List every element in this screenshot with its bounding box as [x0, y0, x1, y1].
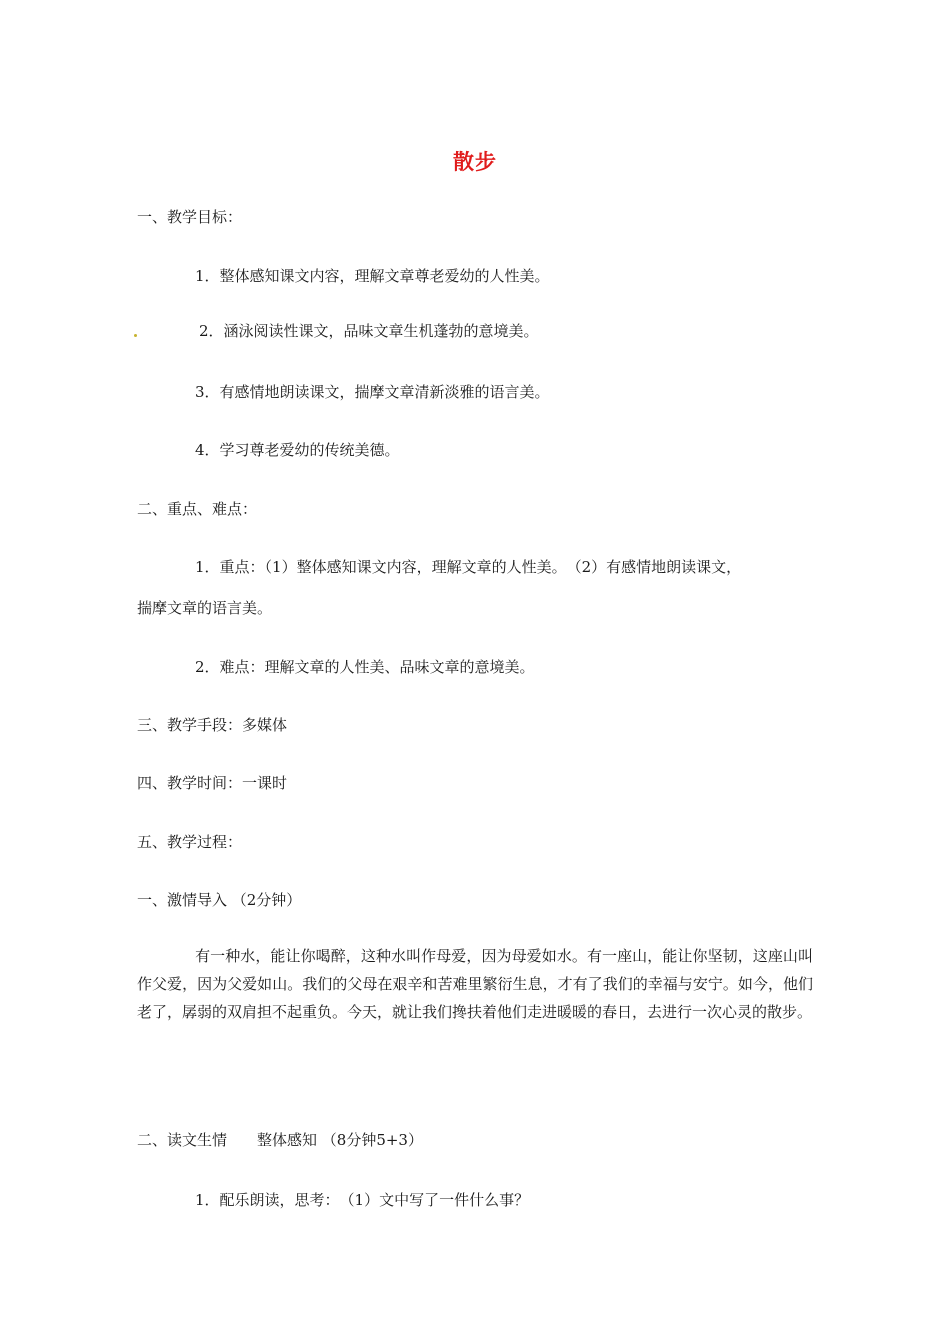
objective-item: 4．学习尊老爱幼的传统美德。: [195, 441, 400, 459]
key-point-item: 1．重点：（1）整体感知课文内容，理解文章的人性美。 （2）有感情地朗读课文，: [195, 558, 742, 576]
key-point-item-continuation: 揣摩文章的语言美。: [137, 599, 273, 617]
section-heading-process: 五、教学过程：: [137, 833, 243, 851]
document-title: 散步: [453, 150, 497, 174]
section-heading-key-points: 二、重点、难点：: [137, 500, 258, 518]
process-step-heading: 二、读文生情 整体感知 （8分钟5+3）: [137, 1131, 423, 1149]
section-heading-objectives: 一、教学目标：: [137, 208, 243, 226]
objective-item: 3．有感情地朗读课文，揣摩文章清新淡雅的语言美。: [195, 383, 550, 401]
process-step-heading: 一、激情导入 （2分钟）: [137, 891, 302, 909]
section-heading-means: 三、教学手段：多媒体: [137, 716, 288, 734]
speck-mark: [134, 334, 137, 337]
section-heading-time: 四、教学时间：一课时: [137, 774, 288, 792]
objective-item: 2．涵泳阅读性课文，品味文章生机蓬勃的意境美。: [199, 322, 539, 340]
objective-item: 1．整体感知课文内容，理解文章尊老爱幼的人性美。: [195, 267, 550, 285]
process-step-item: 1．配乐朗读，思考： （1）文中写了一件什么事？: [195, 1191, 530, 1209]
difficulty-item: 2．难点：理解文章的人性美、品味文章的意境美。: [195, 658, 535, 676]
intro-paragraph-text: 有一种水，能让你喝醉，这种水叫作母爱，因为母爱如水。有一座山，能让你坚韧，这座山叫作父爱，因为父爱如山。我们的父母在艰辛和苦难里繁衍生息，才有了我们的幸福与安宁。如今，他们老了，孱弱的双肩担不起重负。今天，就让我们搀扶着他们走进暖暖的春日，去进行一次心灵的散步。: [137, 947, 813, 1021]
intro-paragraph: [137, 942, 813, 1026]
